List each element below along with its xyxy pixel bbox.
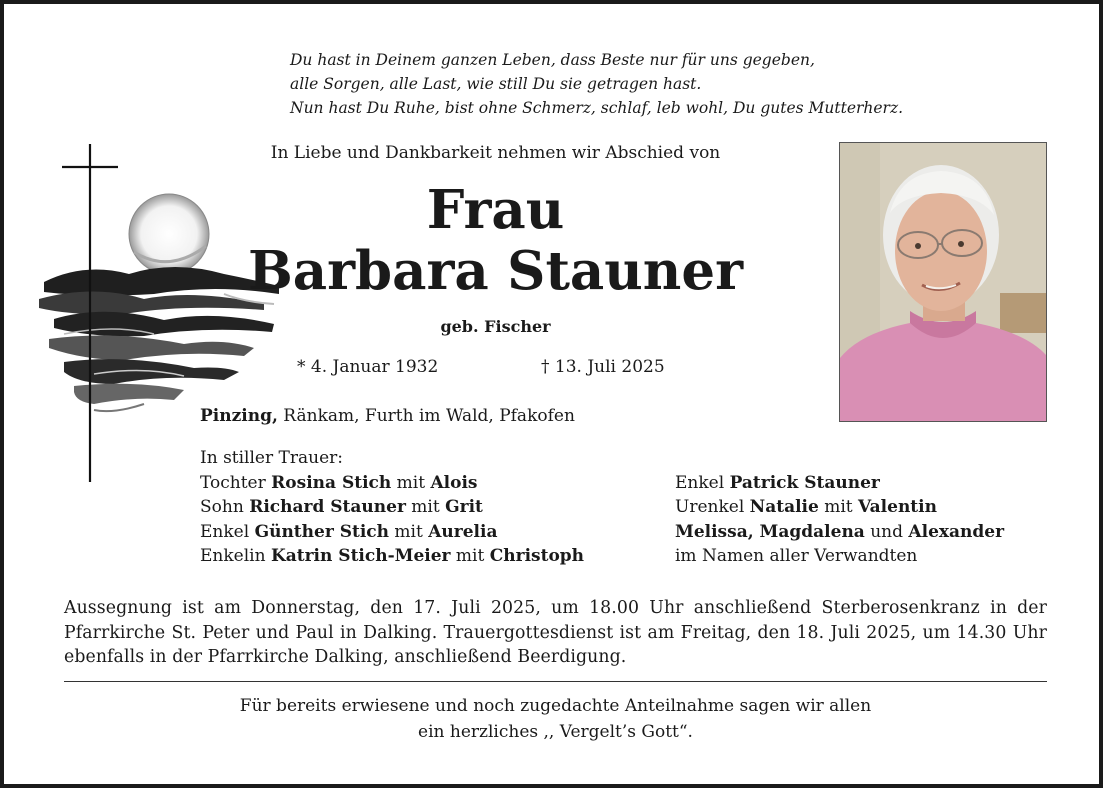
portrait-illustration [840,143,1046,421]
places [200,406,575,426]
poem [290,48,903,120]
deceased-name: Barbara Stauner [248,240,743,302]
mourner-line: Enkel Günther Stich mit Aurelia [200,521,498,542]
maiden-name: geb. Fischer [440,317,551,336]
place-main: Pinzing, [200,406,278,426]
service-details: Aussegnung ist am Donnerstag, den 17. Juli 2025, um 18.00 Uhr anschließend Sterberosenkranz in der Pfarrkirche St. Peter und Paul in Dalking. Trauergottesdienst ist am Freitag, den 18. Juli 2025, um 14.30 Uhr ebenfalls in der Pfarrkirche Dalking, anschließend Beerdigung. [64,598,1047,667]
divider [64,681,1047,682]
poem-line: Du hast in Deinem ganzen Leben, dass Beste nur für uns gegeben, [290,51,815,69]
thanks-line: Für bereits erwiesene und noch zugedachte Anteilnahme sagen wir allen [239,696,872,716]
mourner-line: Melissa, Magdalena und Alexander [675,521,1005,542]
mourner-line: Tochter Rosina Stich mit Alois [200,472,478,493]
mourners-heading: In stiller Trauer: [200,448,343,468]
mourner-line: Enkelin Katrin Stich-Meier mit Christoph [200,546,585,566]
farewell-intro: In Liebe und Dankbarkeit nehmen wir Abschied von [270,143,721,163]
death-date: † 13. Juli 2025 [541,357,665,377]
poem-line: alle Sorgen, alle Last, wie still Du sie getragen hast. [290,75,702,93]
place-rest: Ränkam, Furth im Wald, Pfakofen [277,406,575,426]
poem-line: Nun hast Du Ruhe, bist ohne Schmerz, schlaf, leb wohl, Du gutes Mutterherz. [290,99,904,117]
mourner-line: Sohn Richard Stauner mit Grit [200,497,483,517]
portrait-photo [839,142,1047,422]
mourner-line: Urenkel Natalie mit Valentin [675,497,937,517]
mourners-left [200,446,584,569]
thanks-message [4,693,1103,745]
birth-date: * 4. Januar 1932 [297,357,439,377]
mourner-line: Enkel Patrick Stauner [675,472,880,493]
thanks-line: ein herzliches ,, Vergelt’s Gott“. [418,722,693,742]
mourners-right [675,471,1004,569]
salutation: Frau [426,179,565,241]
mourner-line: im Namen aller Verwandten [675,546,918,566]
